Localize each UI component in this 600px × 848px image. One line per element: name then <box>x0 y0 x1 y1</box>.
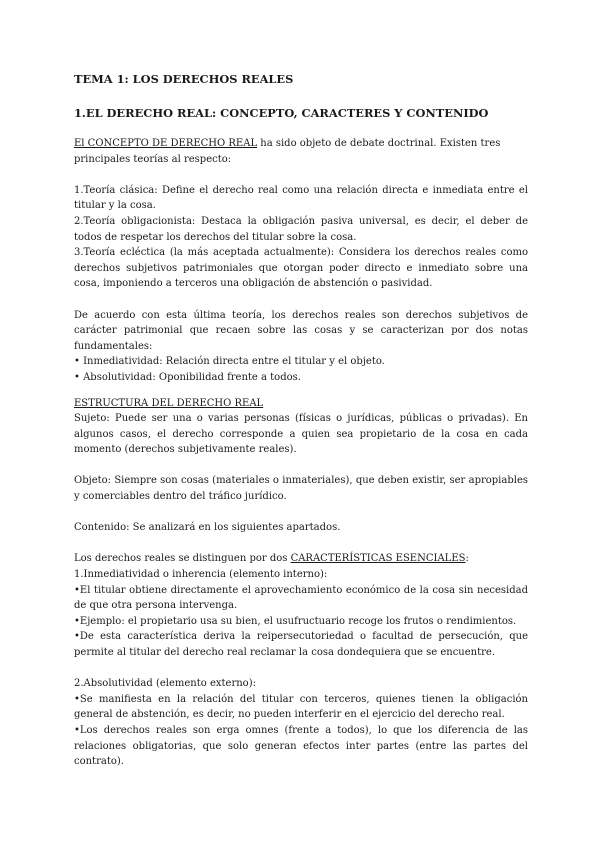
structure-heading: ESTRUCTURA DEL DERECHO REAL <box>74 397 264 409</box>
characteristics-intro-prefix: Los derechos reales se distinguen por dos <box>74 553 291 565</box>
notes-intro: De acuerdo con esta última teoría, los derechos reales son derechos subjetivos de carácter patrimonial que recaen sobre las cosas y se caracterizan por dos notas fundamentales: <box>74 309 528 352</box>
absolutividad-item: •Se manifiesta en la relación del titular con terceros, quienes tienen la obligación general de abstención, es decir, no pueden interferir en el ejercicio del derecho real. <box>74 693 528 721</box>
note-inmediatividad: • Inmediatividad: Relación directa entre el titular y el objeto. <box>74 356 385 368</box>
theory-eclectic: 3.Teoría ecléctica (la más aceptada actualmente): Considera los derechos reales como derechos subjetivos patrimoniales que otorgan poder directo e inmediato sobre una cosa, imponiendo a terceros una obligación de abstención o pasividad. <box>74 247 528 290</box>
inmediatividad-item: •Ejemplo: el propietario usa su bien, el usufructuario recoge los frutos o rendimientos. <box>74 615 517 627</box>
absolutividad-item: •Los derechos reales son erga omnes (frente a todos), lo que los diferencia de las relaciones obligatorias, que solo generan efectos inter partes (entre las partes del contrato). <box>74 724 528 768</box>
section-heading: 1.EL DERECHO REAL: CONCEPTO, CARACTERES Y CONTENIDO <box>74 106 489 120</box>
characteristics-intro <box>74 551 528 567</box>
structure-objeto: Objeto: Siempre son cosas (materiales o inmateriales), que deben existir, ser apropiables y comerciables dentro del tráfico jurídico. <box>74 475 528 503</box>
theory-obligational: 2.Teoría obligacionista: Destaca la obligación pasiva universal, es decir, el deber de todos de respetar los derechos del titular sobre la cosa. <box>74 215 528 243</box>
structure-sujeto: Sujeto: Puede ser una o varias personas (físicas o jurídicas, públicas o privadas). En algunos casos, el derecho corresponde a quien sea propietario de la cosa en cada momento (derechos subjetivamente reales). <box>74 413 528 456</box>
theory-classic: 1.Teoría clásica: Define el derecho real como una relación directa e inmediata entre el titular y la cosa. <box>74 184 528 212</box>
characteristics-term: CARACTERÍSTICAS ESENCIALES <box>290 553 466 565</box>
concept-intro-text: ha sido objeto de debate doctrinal. Existen tres principales teorías al respecto: <box>74 138 501 165</box>
structure-contenido: Contenido: Se analizará en los siguientes apartados. <box>74 522 341 534</box>
characteristics-intro-suffix: : <box>465 553 469 565</box>
inmediatividad-item: •El titular obtiene directamente el aprovechamiento económico de la cosa sin necesidad de que otra persona intervenga. <box>74 584 528 612</box>
concept-intro <box>74 136 528 167</box>
note-absolutividad: • Absolutividad: Oponibilidad frente a todos. <box>74 371 301 383</box>
document-page <box>74 72 528 770</box>
inmediatividad-item: •De esta característica deriva la reipersecutoriedad o facultad de persecución, que permite al titular del derecho real reclamar la cosa dondequiera que se encuentre. <box>74 631 528 658</box>
absolutividad-heading: 2.Absolutividad (elemento externo): <box>74 678 256 690</box>
inmediatividad-heading: 1.Inmediatividad o inherencia (elemento interno): <box>74 569 328 581</box>
concept-term: El CONCEPTO DE DERECHO REAL <box>74 138 258 149</box>
document-title: TEMA 1: LOS DERECHOS REALES <box>74 72 294 86</box>
